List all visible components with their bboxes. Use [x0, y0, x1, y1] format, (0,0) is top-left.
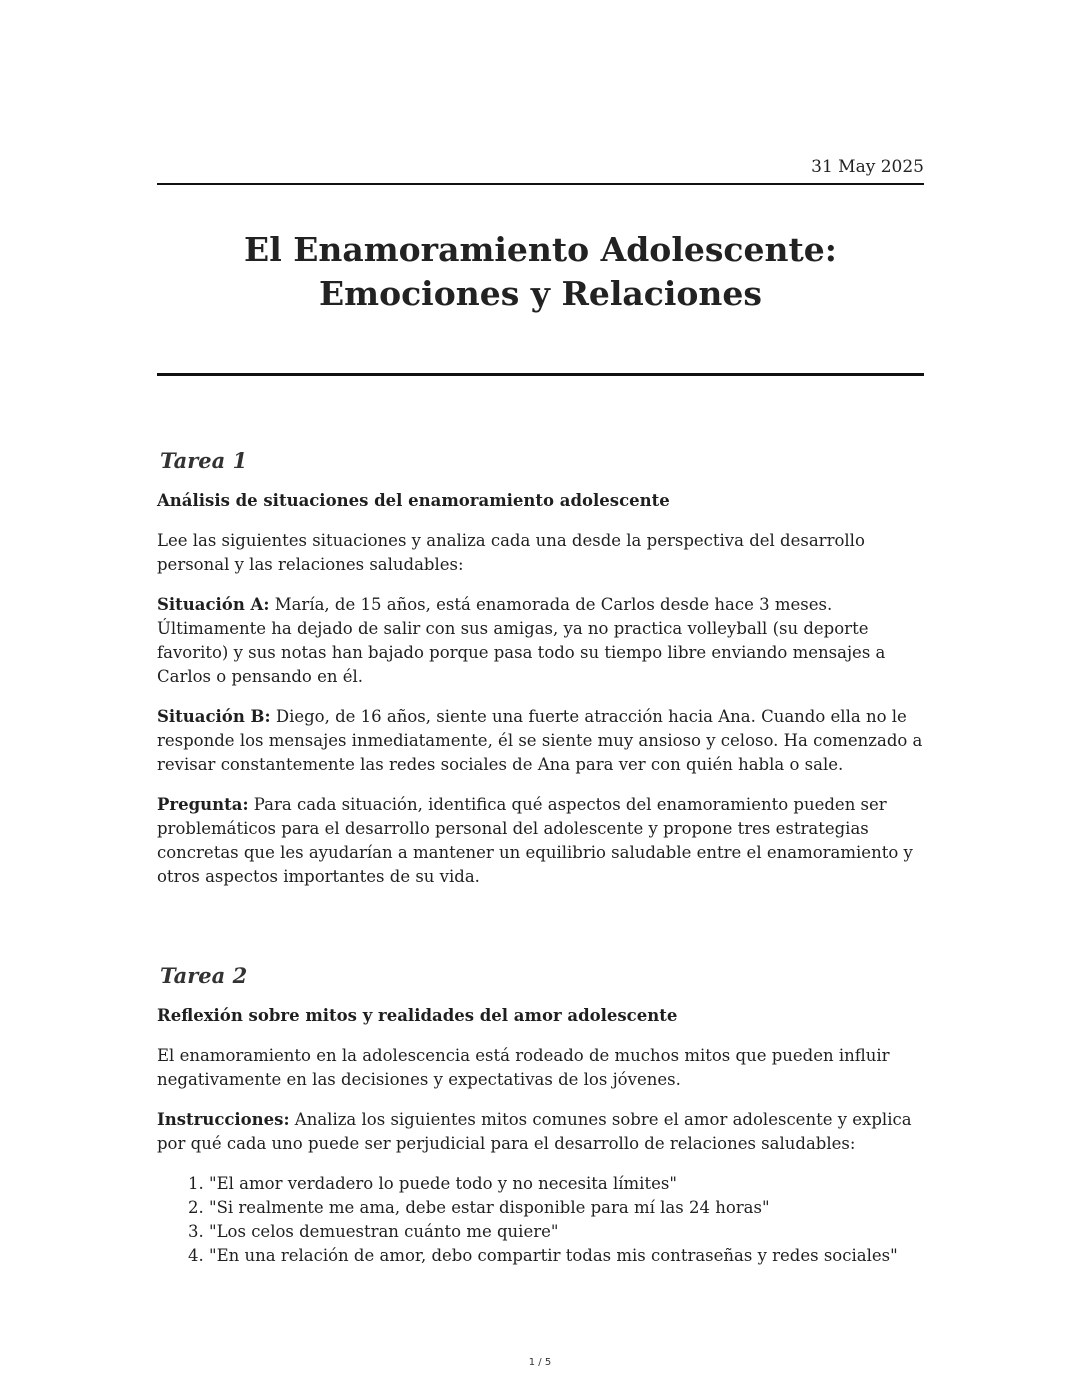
- situation-a-paragraph: [157, 593, 924, 689]
- situation-b-label: Situación B:: [157, 707, 271, 726]
- document-page: [157, 0, 924, 1397]
- list-item: 4. "En una relación de amor, debo compartir todas mis contraseñas y redes sociales": [209, 1244, 924, 1268]
- document-title: El Enamoramiento Adolescente: Emociones y Relaciones: [244, 230, 837, 313]
- situation-b-paragraph: [157, 705, 924, 777]
- task-2-subtitle: Reflexión sobre mitos y realidades del amor adolescente: [157, 1006, 678, 1025]
- task-2-heading: Tarea 2: [160, 963, 248, 988]
- page-indicator: 1 / 5: [528, 1357, 552, 1368]
- header-divider: [157, 183, 924, 185]
- situation-a-text: María, de 15 años, está enamorada de Carlos desde hace 3 meses. Últimamente ha dejado de salir con sus amigas, ya no practica volleyball (su deporte favorito) y sus notas han bajado porque pasa todo su tiempo libre enviando mensajes a Carlos o pensando en él.: [157, 595, 886, 686]
- title-divider: [157, 373, 924, 376]
- document-date: 31 May 2025: [811, 157, 924, 177]
- situation-b-text: Diego, de 16 años, siente una fuerte atracción hacia Ana. Cuando ella no le responde los mensajes inmediatamente, él se siente muy ansioso y celoso. Ha comenzado a revisar constantemente las redes sociales de Ana para ver con quién habla o sale.: [157, 707, 923, 774]
- question-text: Para cada situación, identifica qué aspectos del enamoramiento pueden ser problemáticos para el desarrollo personal del adolescente y propone tres estrategias concretas que les ayudarían a mantener un equilibrio saludable entre el enamoramiento y otros aspectos importantes de su vida.: [157, 795, 913, 886]
- task-2-section: [157, 962, 924, 1268]
- question-label: Pregunta:: [157, 795, 249, 814]
- task-1-heading: Tarea 1: [160, 448, 248, 473]
- task-1-intro: Lee las siguientes situaciones y analiza cada una desde la perspectiva del desarrollo personal y las relaciones saludables:: [157, 531, 865, 574]
- task-2-intro: El enamoramiento en la adolescencia está rodeado de muchos mitos que pueden influir negativamente en las decisiones y expectativas de los jóvenes.: [157, 1046, 890, 1089]
- instructions-paragraph: [157, 1108, 924, 1156]
- list-item: 1. "El amor verdadero lo puede todo y no necesita límites": [209, 1172, 924, 1196]
- list-item: 2. "Si realmente me ama, debe estar disponible para mí las 24 horas": [209, 1196, 924, 1220]
- question-paragraph: [157, 793, 924, 889]
- myths-list: [157, 1172, 924, 1268]
- situation-a-label: Situación A:: [157, 595, 270, 614]
- instructions-text: Analiza los siguientes mitos comunes sobre el amor adolescente y explica por qué cada uno puede ser perjudicial para el desarrollo de relaciones saludables:: [157, 1110, 912, 1153]
- instructions-label: Instrucciones:: [157, 1110, 290, 1129]
- task-1-section: [157, 447, 924, 889]
- list-item: 3. "Los celos demuestran cuánto me quiere": [209, 1220, 924, 1244]
- task-1-subtitle: Análisis de situaciones del enamoramiento adolescente: [157, 491, 670, 510]
